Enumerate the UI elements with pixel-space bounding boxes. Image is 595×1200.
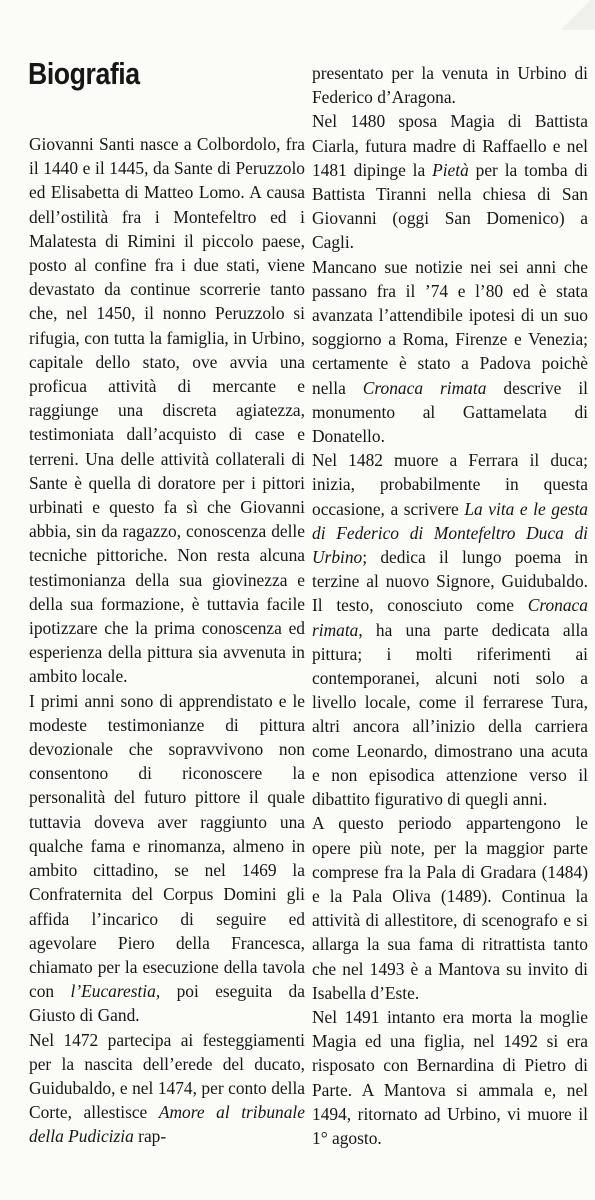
paragraph-text: Nel 1480 sposa Magia di Battista Ciarla, futura madre di Raffaello e nel 1481 dipinge la [312, 111, 588, 180]
work-title: La vita e le gesta di Federico di Montefeltro Duca di Urbino [312, 498, 588, 568]
paragraph-text: Mancano sue notizie nei sei anni che passano fra il ’74 e l’80 ed è stata avanzata l’attendibile ipotesi di un suo soggiorno a Roma, Firenze e Venezia; certamente è stato a Padova poichè nella [312, 256, 588, 398]
artwork-title: l’Eucarestia, [70, 981, 161, 1002]
left-column [29, 132, 305, 1149]
paragraph-text: descrive il monumento al Gattamelata di Donatello. [312, 377, 588, 447]
paragraph-text: Nel 1472 partecipa ai festeggiamenti per la nascita dell’erede del ducato, Guidubaldo, e nel 1474, per conto della Corte, allestisce [29, 1029, 305, 1123]
paragraph-text: ; dedica il lungo poema in terzine al nuovo Signore, Guidubaldo. Il testo, conosciuto come [312, 547, 588, 616]
paragraph-travels [312, 255, 588, 449]
paragraph-works: A questo periodo appartengono le opere più note, per la maggior parte comprese fra la Pala di Gradara (1484) e la Pala Oliva (1489). Continua la attività di allestitore, di scenografo e si allarga la sua fama di ritrattista tanto che nel 1493 è a Mantova su invito di Isabella d’Este. [312, 813, 588, 1003]
paragraph-text: I primi anni sono di apprendistato e le modeste testimonianze di pittura devozionale che sopravvivono non consentono di riconoscere la personalità del futuro pittore il quale tuttavia doveva aver raggiunto una qualche fama e rinomanza, almeno in ambito cittadino, se nel 1469 la Confraternita del Corpus Domini gli affida l’incarico di seguire ed agevolare Piero della Francesca, chiamato per la esecuzione della tavola con [29, 690, 305, 1002]
paragraph-text: rap- [138, 1126, 167, 1147]
paragraph-text: poi eseguita da Giusto di Gand. [29, 981, 305, 1026]
paragraph-text: , ha una parte dedicata alla pittura; i molti riferimenti ai contemporanei, alcuni noti solo a livello locale, come il ferrarese Tura, altri ancora all’inizio della carriera come Leonardo, dimostrano una acuta e non episodica attenzione verso il dibattito figurativo di quegli anni. [312, 619, 588, 810]
paragraph-death: Nel 1491 intanto era morta la moglie Magia ed una figlia, nel 1492 si era risposato con Bernardina di Pietro di Parte. A Mantova si ammala e, nel 1494, ritornato ad Urbino, vi muore il 1° agosto. [312, 1006, 588, 1148]
page-title: Biografia [28, 56, 140, 91]
paragraph-birth: Giovanni Santi nasce a Colbordolo, fra il 1440 e il 1445, da Sante di Peruzzolo ed Elisabetta di Matteo Lomo. A causa dell’ostilità fra i Montefeltro ed i Malatesta di Rimini il piccolo paese, posto al confine fra i due stati, viene devastato da continue scorrerie tanto che, nel 1450, il nonno Peruzzolo si rifugia, con tutta la famiglia, in Urbino, capitale dello stato, ove avvia una proficua attività di mercante e raggiunge una discreta agiatezza, testimoniata dall’acquisto di case e terreni. Una delle attività collaterali di Sante è quella di doratore per i pittori urbinati e questo fa sì che Giovanni abbia, sin da ragazzo, conoscenza delle tecniche pittoriche. Non resta alcuna testimonianza della sua giovinezza e della sua formazione, è tuttavia facile ipotizzare che la prima conoscenza ed esperienza della pittura sia avvenuta in ambito locale. [29, 134, 305, 687]
paragraph-apprenticeship [29, 689, 305, 1028]
paragraph-festivities [29, 1028, 305, 1149]
right-column [312, 61, 588, 1150]
paragraph-continuation: presentato per la venuta in Urbino di Federico d’Aragona. [312, 63, 588, 108]
paragraph-chronicle [312, 448, 588, 811]
paragraph-marriage [312, 109, 588, 254]
paragraph-text: Nel 1482 muore a Ferrara il duca; inizia, probabilmente in questa occasione, a scrivere [312, 450, 588, 519]
work-title: Cronaca rimata [312, 595, 588, 640]
page-corner-fold [555, 0, 595, 30]
paragraph-text: per la tomba di Battista Tiranni nella chiesa di San Giovanni (oggi San Domenico) a Cagli. [312, 159, 588, 253]
work-title: Cronaca rimata [362, 377, 487, 398]
artwork-title: Pietà [432, 159, 469, 180]
artwork-title: Amore al tribunale della Pudicizia [29, 1102, 305, 1147]
